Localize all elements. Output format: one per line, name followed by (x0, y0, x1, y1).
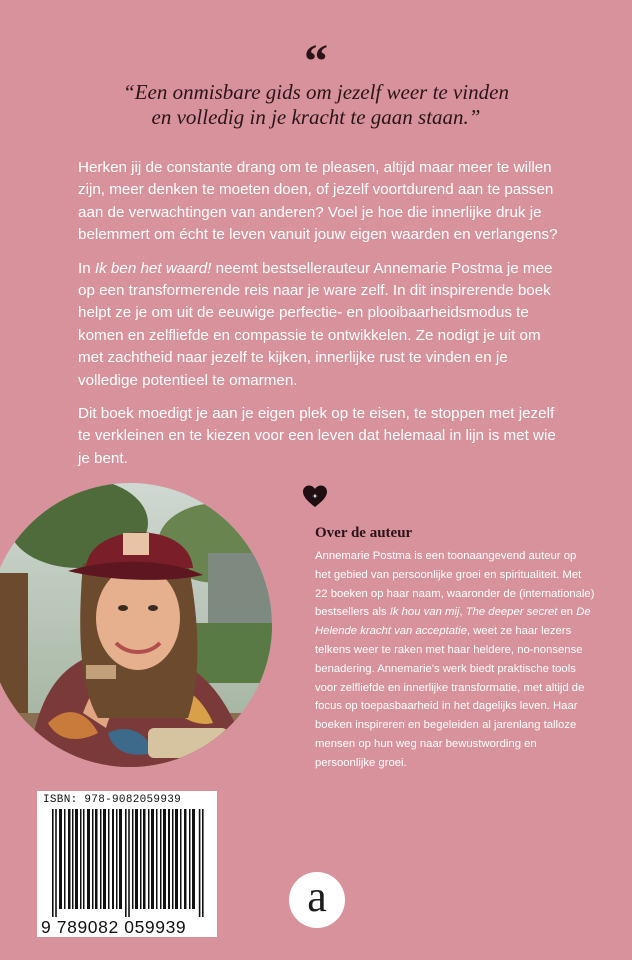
pull-quote (0, 80, 632, 130)
quote-mark: “ (304, 35, 328, 88)
author-bio-part-1: Annemarie Postma is een toonaangevend auteur op het gebied van persoonlijke groei en spiritualiteit. Met 22 boeken op haar naam, waaronder de (internationale) bestsellers als (315, 550, 595, 619)
pull-quote-line-1: “Een onmisbare gids om jezelf weer te vinden (123, 80, 509, 104)
book-title-1: Ik hou van mij (389, 606, 460, 619)
blurb (78, 157, 558, 481)
blurb-p2-rest: neemt bestsellerauteur Annemarie Postma je mee op een transformerende reis naar je ware zelf. In dit inspirerende boek helpt ze je om uit de eeuwige perfectie- en plooibaarheidsmodus te komen en zelfliefde en compassie te ontwikkelen. Ze nodigt je uit om met zachtheid naar jezelf te kijken, innerlijke rust te vinden en je volledige potentieel te omarmen. (78, 259, 553, 389)
blurb-paragraph-2 (78, 258, 558, 392)
book-title-2: The deeper secret (465, 606, 558, 619)
publisher-logo (289, 872, 345, 928)
book-title-3: De Helende kracht van acceptatie (315, 606, 591, 638)
author-heading: Over de auteur (315, 525, 413, 541)
barcode-bars (52, 809, 204, 917)
author-photo (0, 483, 272, 767)
separator-2: en (557, 606, 577, 619)
barcode-number: 9 789082 059939 (41, 917, 187, 937)
blurb-paragraph-3: Dit boek moedigt je aan je eigen plek op te eisen, te stoppen met jezelf te verkleinen en te kiezen voor een leven dat helemaal in lijn is met wie je bent. (78, 405, 556, 467)
author-bio-part-2: , weet ze haar lezers telkens weer te raken met haar heldere, no-nonsense benadering. Annemarie's werk biedt praktische tools voor zelfliefde en innerlijke transformatie, met altijd de focus op toepasbaarheid in het dagelijks leven. Haar boeken inspireren en begeleiden al jarenlang talloze mensen op hun weg naar bewustwording en persoonlijke groei. (315, 625, 585, 769)
heart-icon (302, 484, 328, 510)
blurb-paragraph-1: Herken jij de constante drang om te pleasen, altijd maar meer te willen zijn, meer denken te moeten doen, of jezelf voortdurend aan te passen aan de verwachtingen van anderen? Voel je hoe die innerlijke druk je belemmert om écht te leven vanuit jouw eigen waarden en verlangens? (78, 159, 558, 244)
separator-1: , (459, 606, 466, 619)
book-title: Ik ben het waard! (94, 259, 212, 277)
publisher-logo-letter: a (307, 872, 327, 921)
isbn-label: ISBN: 978-9082059939 (43, 794, 182, 806)
author-bio (315, 547, 595, 773)
barcode (37, 791, 217, 937)
blurb-p2-prefix: In (78, 259, 95, 277)
pull-quote-line-2: en volledig in je kracht te gaan staan.” (151, 105, 481, 129)
